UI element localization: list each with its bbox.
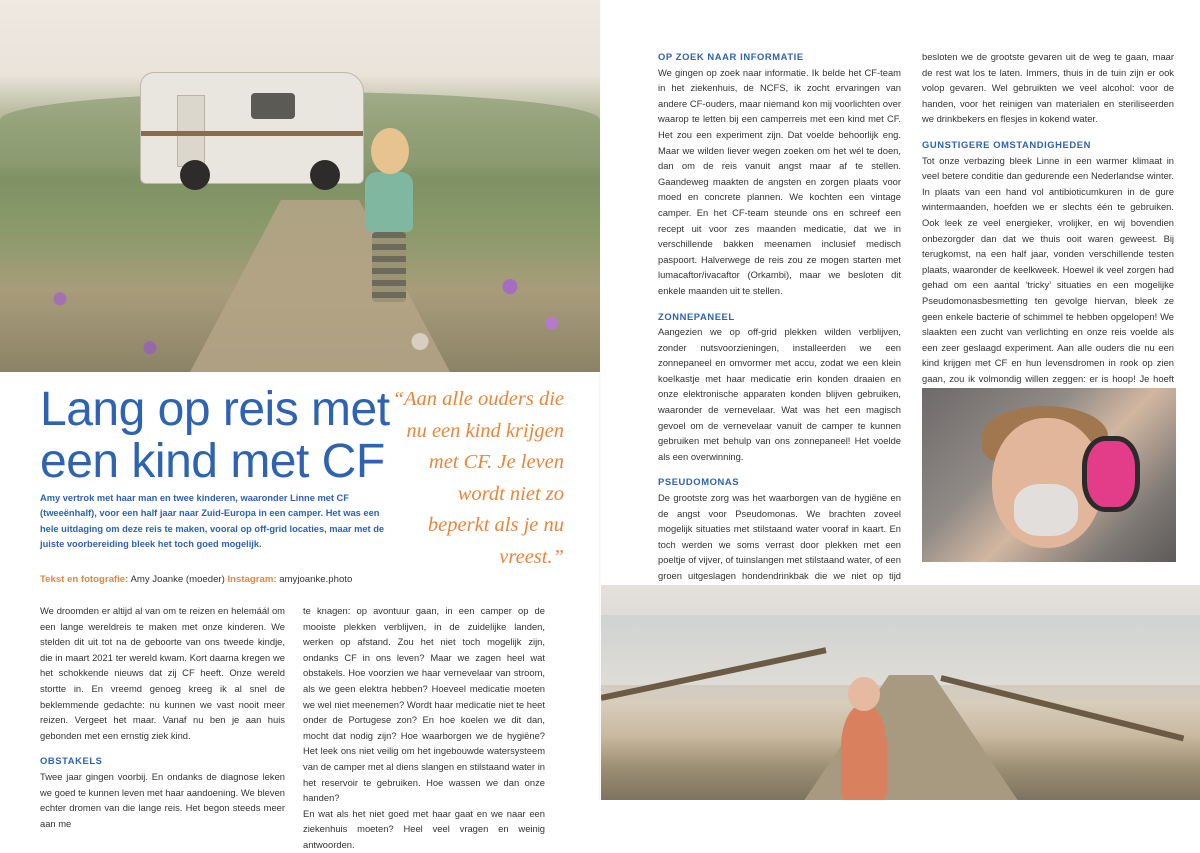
body-paragraph: En wat als het niet goed met haar gaat en we naar een ziekenhuis moeten? Heel veel vragen en weinig antwoorden. xyxy=(303,807,545,850)
photo-child-head xyxy=(371,128,409,174)
section-heading-obstakels: OBSTAKELS xyxy=(40,755,103,767)
body-paragraph: We gingen op zoek naar informatie. Ik belde het CF-team in het ziekenhuis, de NCFS, ik zocht ervaringen van andere CF-ouders, maar niemand kon mij voorlichten over waarop te letten bij een camperreis met een kind met CF. Het zou een experiment zijn. Dat voelde behoorlijk eng. Maar we wilden liever wegen zoeken om het wél te doen, dan om de reis vanuit angst maar af te stellen. Gaandeweg maakten de angsten en zorgen plaats voor moed en concrete plannen. We kochten een vintage camper. En het CF-team steunde ons en schreef een recept uit voor zes maanden medicatie, dat we in verschillende bakken meenamen inclusief medisch paspoort. Halverwege de reis zou ze mogen starten met lumacaftor/ivacaftor (Orkambi), maar we besloten dit enkele maanden uit te stellen. xyxy=(658,66,901,296)
instagram-handle: amyjoanke.photo xyxy=(279,574,353,585)
photo-child-coat xyxy=(841,705,887,800)
section-heading-pseudomonas: PSEUDOMONAS xyxy=(658,476,740,488)
text-column-3 xyxy=(658,49,901,662)
photo-nebulizer-mask xyxy=(1014,484,1078,536)
credit-label: Tekst en fotografie: xyxy=(40,574,129,585)
photo-sea xyxy=(601,615,1200,685)
section-heading-zonnepaneel: ZONNEPANEEL xyxy=(658,310,735,322)
camper-photo xyxy=(0,0,600,372)
photo-wildflowers xyxy=(0,250,600,372)
credit-name: Amy Joanke (moeder) xyxy=(130,574,225,585)
photo-child-body xyxy=(365,172,413,232)
beach-photo xyxy=(601,585,1200,800)
photo-camper-window xyxy=(251,93,295,119)
body-paragraph: besloten we de grootste gevaren uit de weg te gaan, maar de rest wat los te laten. Immers, thuis in de tuin zijn er ook volop gevaren. Wel gebruikten we veel alcohol: voor de handen, voor het reinigen van materialen en steriliseerden we drinkbekers en flesjes in kokend water. xyxy=(922,51,1174,125)
instagram-label: Instagram: xyxy=(227,574,277,585)
photo-child-legs xyxy=(372,232,406,302)
text-column-1 xyxy=(40,603,285,831)
article-credit xyxy=(40,573,400,587)
body-paragraph xyxy=(922,153,1174,418)
photo-fence-right xyxy=(940,675,1184,741)
section-heading-op-zoek: OP ZOEK NAAR INFORMATIE xyxy=(658,51,804,62)
body-paragraph: Aangezien we op off-grid plekken wilden verblijven, zonder nutsvoorzieningen, installeerden we een zonnepaneel en omvormer met accu, zodat we een klein koelkastje met haar medicatie erin konden draaien en onze elektronische apparaten konden blijven gebruiken, waaronder de vernevelaar. Wat was het een magisch gevoel om de vernevelaar vanuit de camper te kunnen gebruiken met behulp van ons zonnepaneel! Het voelde als een overwinning. xyxy=(658,326,901,462)
photo-child-head xyxy=(848,677,880,711)
photo-camper-stripe xyxy=(141,131,363,136)
photo-camper-wheel xyxy=(180,160,210,190)
section-heading-gunstigere: GUNSTIGERE OMSTANDIGHEDEN xyxy=(922,138,1091,150)
child-nebulizer-photo xyxy=(922,388,1176,562)
article-intro: Amy vertrok met haar man en twee kinderen, waaronder Linne met CF (tweeënhalf), voor een half jaar naar Zuid-Europa in een camper. Het was een hele uitdaging om deze reis te maken, vooral op off-grid locaties, maar met de juiste voorbereiding bleek het toch goed mogelijk. xyxy=(40,493,385,550)
pull-quote: “Aan alle ouders die nu een kind krijgen met CF. Je leven wordt niet zo beperkt als je nu vreest.” xyxy=(392,388,564,568)
body-paragraph: te knagen: op avontuur gaan, in een camper op de mooiste plekken verblijven, in de zuidelijke landen, werken op afstand. Zou het niet toch mogelijk zijn, ondanks CF in ons leven? Maar we zagen heel wat obstakels. Hoe voorzien we haar vernevelaar van stroom, als we geen elektra hebben? Hoeveel medicatie moeten we wel niet meenemen? Wordt haar medicatie niet te heet onder de Portugese zon? En hoe koelen we dit dan, mocht dat nodig zijn? Hoe waarborgen we de hygiëne? Het leek ons niet veilig om het ingebouwde watersysteem van de camper met al diens slangen en stilstaand water in het reservoir te gebruiken. Hoe wassen we dan onze handen? xyxy=(303,605,545,804)
photo-camper-wheel xyxy=(310,160,340,190)
body-paragraph: De grootste zorg was het waarborgen van de hygiëne en de angst voor Pseudomonas. We brachten zoveel mogelijk situaties met stilstaand water vooraf in kaart. En toch werden we soms verrast door plekken met een poeltje of vijver, of tuinslangen met stilstaand water, of een groen uitgeslagen hondendrinkbak die we niet op tijd xyxy=(658,492,901,581)
photo-pink-headphones xyxy=(1082,436,1140,512)
body-paragraph: Twee jaar gingen voorbij. En ondanks de diagnose leken we goed te kunnen leven met haar aandoening. We bleven echter dromen van die lange reis. Het begon steeds meer aan me xyxy=(40,770,285,829)
text-column-4 xyxy=(922,49,1174,418)
closing-paragraph-text: Tot onze verbazing bleek Linne in een warmer klimaat in veel betere conditie dan gedurende een Nederlandse winter. In plaats van een hand vol antibioticumkuren in de gure wintermaanden, hoefden we er slechts één te gebruiken. Ook leek ze veel energieker, vrolijker, en wij bovendien onbezorgder dan dat we thuis ooit waren geweest. Bij terugkomst, na een half jaar, vonden verschillende testen plaats, waaronder de keelkweek. Hoewel ik veel zorgen had gehad om een aantal ‘tricky’ situaties en een mogelijke Pseudomonasbesmetting ten gevolge hiervan, bleek ze geen enkele bacterie of schimmel te hebben opgelopen! We slaakten een zucht van verlichting en onze reis voelde als een zeer geslaagd experiment. Aan alle ouders die nu een kind krijgen met CF en hun levensdromen in rook op zien gaan, zou ik volmondig willen zeggen: er is hoop! Je hoeft xyxy=(922,154,1174,384)
text-column-2 xyxy=(303,603,545,853)
body-paragraph: We droomden er altijd al van om te reizen en helemáál om een lange wereldreis te maken met onze kinderen. We stelden dit uit tot na de geboorte van ons tweede kindje, die in maart 2021 ter wereld kwam. Kort daarna kregen we het schokkende nieuws dat zij CF heeft. Onze wereld stortte in. En vreemd genoeg kreeg ik al snel de beklemmende gedachte: nu kunnen we vast nooit meer reizen. Vergeet het maar. Vanaf nu ben je aan huis gebonden met een ernstig ziek kind. xyxy=(40,605,285,741)
photo-boardwalk xyxy=(801,675,1021,800)
article-title: Lang op reis met een kind met CF xyxy=(40,383,390,488)
